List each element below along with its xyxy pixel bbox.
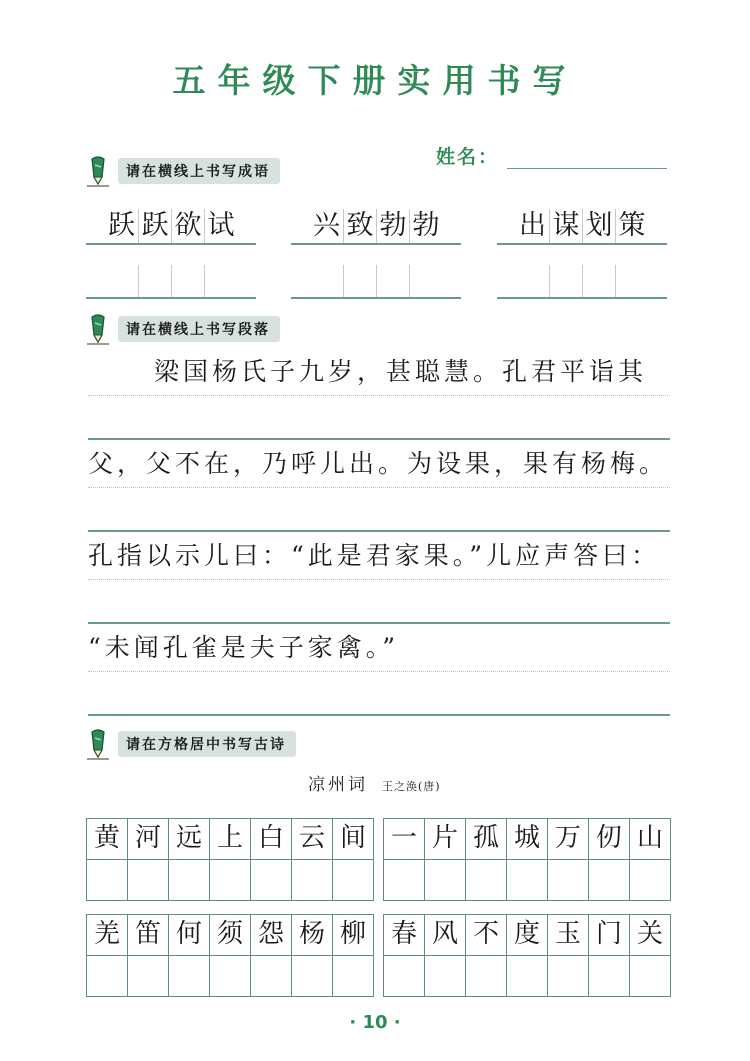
- practice-cell[interactable]: [507, 956, 548, 997]
- poem-char: 柳: [333, 915, 374, 956]
- section-header-idioms: [86, 155, 280, 187]
- pencil-icon: [86, 728, 110, 760]
- poem-char: 关: [630, 915, 671, 956]
- poem-char: 何: [169, 915, 210, 956]
- poem-char: 白: [251, 819, 292, 860]
- idiom-block-3: [497, 203, 667, 299]
- poem-char: 风: [425, 915, 466, 956]
- idiom-practice-row[interactable]: [86, 245, 256, 299]
- poem-char: 间: [333, 819, 374, 860]
- poem-grid-3: [86, 914, 374, 997]
- poem-char: 玉: [548, 915, 589, 956]
- practice-cell[interactable]: [210, 956, 251, 997]
- idiom-model-row: [86, 203, 256, 245]
- pencil-icon: [86, 313, 110, 345]
- poem-char: 度: [507, 915, 548, 956]
- practice-cell[interactable]: [251, 860, 292, 901]
- idiom-char: 策: [615, 209, 648, 243]
- section-header-poem: [86, 728, 296, 760]
- practice-cell[interactable]: [548, 860, 589, 901]
- idiom-char: 兴: [313, 210, 340, 241]
- practice-cell[interactable]: [630, 956, 671, 997]
- practice-cell[interactable]: [292, 956, 333, 997]
- page-title: 五年级下册实用书写: [172, 61, 578, 100]
- practice-cell[interactable]: [425, 860, 466, 901]
- idiom-model-row: [291, 203, 461, 245]
- idiom-char: 勃: [409, 209, 442, 243]
- idiom-char: 跃: [108, 210, 135, 241]
- practice-cell[interactable]: [589, 956, 630, 997]
- paragraph-model-line: “未闻孔雀是夫子家禽。”: [88, 624, 670, 672]
- practice-cell[interactable]: [333, 860, 374, 901]
- paragraph-practice-line[interactable]: [88, 672, 670, 716]
- poem-char: 黄: [87, 819, 128, 860]
- poem-char: 杨: [292, 915, 333, 956]
- idiom-char: 试: [204, 209, 237, 243]
- paragraph-practice-line[interactable]: [88, 488, 670, 532]
- section-label: 请在横线上书写段落: [118, 316, 280, 342]
- poem-char: 一: [384, 819, 425, 860]
- idiom-block-1: [86, 203, 256, 299]
- poem-char: 城: [507, 819, 548, 860]
- poem-title: 凉州词: [308, 775, 368, 795]
- paragraph-block: [88, 348, 670, 716]
- practice-cell[interactable]: [548, 956, 589, 997]
- poem-char: 羌: [87, 915, 128, 956]
- page-number: · 10 ·: [349, 1012, 401, 1033]
- pencil-icon: [86, 155, 110, 187]
- practice-cell[interactable]: [589, 860, 630, 901]
- idiom-practice-row[interactable]: [291, 245, 461, 299]
- practice-cell[interactable]: [169, 956, 210, 997]
- practice-cell[interactable]: [630, 860, 671, 901]
- poem-char: 山: [630, 819, 671, 860]
- practice-cell[interactable]: [87, 956, 128, 997]
- poem-char: 不: [466, 915, 507, 956]
- paragraph-model-line: 父，父不在，乃呼儿出。为设果，果有杨梅。: [88, 440, 670, 488]
- paragraph-practice-line[interactable]: [88, 396, 670, 440]
- poem-char: 孤: [466, 819, 507, 860]
- section-header-paragraph: [86, 313, 280, 345]
- practice-cell[interactable]: [251, 956, 292, 997]
- idiom-model-row: [497, 203, 667, 245]
- practice-cell[interactable]: [384, 956, 425, 997]
- practice-cell[interactable]: [333, 956, 374, 997]
- practice-cell[interactable]: [507, 860, 548, 901]
- poem-author: 王之涣(唐): [382, 780, 441, 793]
- idiom-char: 致: [343, 209, 376, 243]
- idiom-practice-row[interactable]: [497, 245, 667, 299]
- poem-grid-4: [383, 914, 671, 997]
- idiom-char: 出: [519, 210, 546, 241]
- poem-char: 笛: [128, 915, 169, 956]
- idiom-char: 勃: [376, 209, 409, 243]
- poem-char: 须: [210, 915, 251, 956]
- name-field: [436, 142, 667, 169]
- poem-heading: [308, 770, 441, 795]
- practice-cell[interactable]: [425, 956, 466, 997]
- practice-cell[interactable]: [466, 860, 507, 901]
- poem-char: 春: [384, 915, 425, 956]
- practice-cell[interactable]: [466, 956, 507, 997]
- practice-cell[interactable]: [128, 860, 169, 901]
- poem-char: 仞: [589, 819, 630, 860]
- poem-char: 片: [425, 819, 466, 860]
- practice-cell[interactable]: [169, 860, 210, 901]
- poem-char: 万: [548, 819, 589, 860]
- poem-char: 门: [589, 915, 630, 956]
- poem-grid-1: [86, 818, 374, 901]
- poem-char: 河: [128, 819, 169, 860]
- name-input-line[interactable]: [507, 149, 667, 169]
- section-label: 请在横线上书写成语: [118, 158, 280, 184]
- poem-char: 云: [292, 819, 333, 860]
- idiom-char: 谋: [549, 209, 582, 243]
- poem-char: 远: [169, 819, 210, 860]
- practice-cell[interactable]: [384, 860, 425, 901]
- paragraph-practice-line[interactable]: [88, 580, 670, 624]
- idiom-block-2: [291, 203, 461, 299]
- idiom-char: 跃: [138, 209, 171, 243]
- paragraph-model-line: 孔指以示儿曰：“此是君家果。”儿应声答曰：: [88, 532, 670, 580]
- poem-char: 上: [210, 819, 251, 860]
- paragraph-model-line: 梁国杨氏子九岁，甚聪慧。孔君平诣其: [88, 348, 670, 396]
- poem-grid-2: [383, 818, 671, 901]
- section-label: 请在方格居中书写古诗: [118, 731, 296, 757]
- practice-cell[interactable]: [210, 860, 251, 901]
- practice-cell[interactable]: [292, 860, 333, 901]
- poem-char: 怨: [251, 915, 292, 956]
- practice-cell[interactable]: [128, 956, 169, 997]
- name-label: 姓名：: [436, 146, 500, 168]
- practice-cell[interactable]: [87, 860, 128, 901]
- idiom-char: 划: [582, 209, 615, 243]
- idiom-char: 欲: [171, 209, 204, 243]
